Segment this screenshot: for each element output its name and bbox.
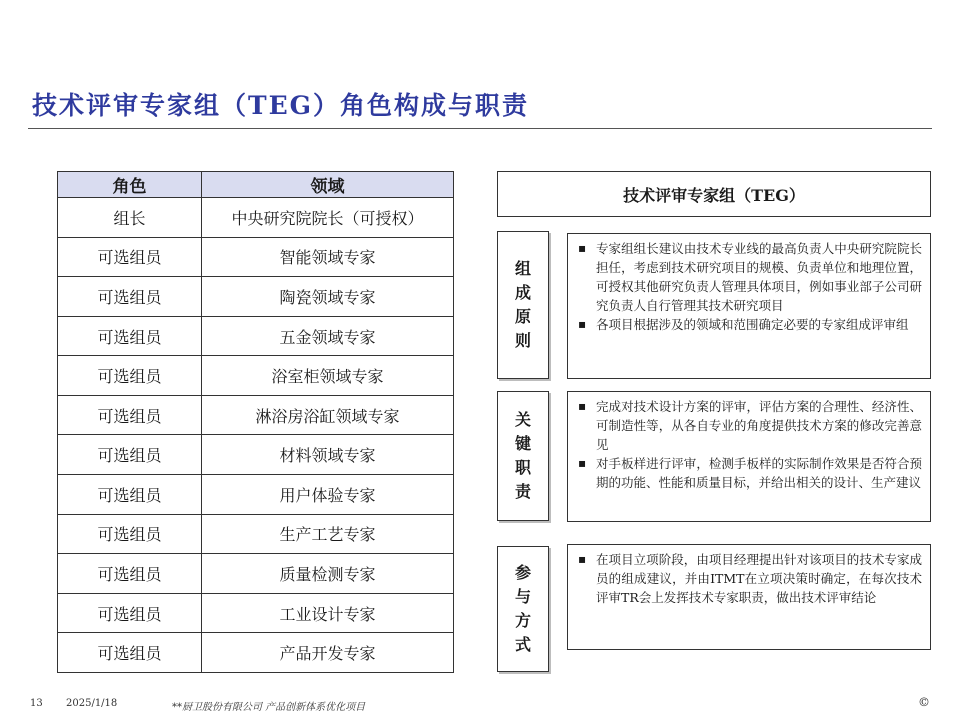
table-row [58,395,454,435]
composition-principles-label [497,231,549,379]
domain-cell: 用户体验专家 [202,475,454,515]
key-responsibilities-label [497,391,549,521]
table-row [58,435,454,475]
table-row [58,237,454,277]
domain-cell: 陶瓷领域专家 [202,277,454,317]
key-responsibilities-content [567,391,931,522]
role-cell: 可选组员 [58,514,202,554]
domain-cell: 五金领域专家 [202,316,454,356]
table-row [58,475,454,515]
role-cell: 可选组员 [58,435,202,475]
label-char: 则 [514,331,531,350]
header-role: 角色 [58,172,202,198]
bullet-item: ▪ 专家组组长建议由技术专业线的最高负责人中央研究院院长担任，考虑到技术研究项目的规模、负责单位和地理位置，可授权其他研究负责人管理具体项目，例如事业部子公司研究负责人自行管理其技术研究项目 [576,239,922,315]
table-header-row [58,172,454,198]
label-char: 参 [514,563,531,582]
label-char: 原 [514,307,531,326]
role-cell: 可选组员 [58,277,202,317]
bullet-item: ▪ 对手板样进行评审，检测手板样的实际制作效果是否符合预期的功能、性能和质量目标，并给出相关的设计、生产建议 [576,454,922,492]
participation-mode-label [497,546,549,672]
label-char: 与 [514,587,531,606]
table-row [58,593,454,633]
role-cell: 可选组员 [58,395,202,435]
domain-cell: 智能领域专家 [202,237,454,277]
domain-cell: 质量检测专家 [202,554,454,594]
label-char: 方 [514,611,531,630]
copyright-icon: © [918,695,930,709]
label-char: 成 [514,283,531,302]
domain-cell: 浴室柜领域专家 [202,356,454,396]
footer-company: **厨卫股份有限公司 产品创新体系优化项目 [172,702,366,713]
role-cell: 可选组员 [58,593,202,633]
participation-mode-content [567,544,931,650]
table-row [58,198,454,238]
role-cell: 可选组员 [58,356,202,396]
domain-cell: 材料领域专家 [202,435,454,475]
page-number: 13 [30,698,43,709]
title-divider [28,128,932,129]
role-cell: 组长 [58,198,202,238]
role-cell: 可选组员 [58,554,202,594]
table-row [58,514,454,554]
table-row [58,633,454,673]
label-char: 职 [514,458,531,477]
label-char: 组 [514,259,531,278]
domain-cell: 中央研究院院长（可授权） [202,198,454,238]
bullet-item: ▪ 各项目根据涉及的领域和范围确定必要的专家组成评审组 [576,315,922,334]
domain-cell: 淋浴房浴缸领域专家 [202,395,454,435]
table-row [58,316,454,356]
table-row [58,554,454,594]
domain-cell: 工业设计专家 [202,593,454,633]
label-char: 键 [514,434,531,453]
role-cell: 可选组员 [58,633,202,673]
footer-date: 2025/1/18 [66,698,118,709]
page-title: 技术评审专家组（TEG）角色构成与职责 [32,91,530,120]
composition-principles-content [567,233,931,379]
header-domain: 领域 [202,172,454,198]
table-row [58,356,454,396]
domain-cell: 生产工艺专家 [202,514,454,554]
label-char: 关 [514,410,531,429]
table-row [58,277,454,317]
bullet-item: ▪ 在项目立项阶段，由项目经理提出针对该项目的技术专家成员的组成建议，并由ITMT在立项决策时确定，在每次技术评审TR会上发挥技术专家职责，做出技术评审结论 [576,550,922,607]
label-char: 责 [514,482,531,501]
label-char: 式 [514,635,531,654]
role-cell: 可选组员 [58,475,202,515]
domain-cell: 产品开发专家 [202,633,454,673]
bullet-item: ▪ 完成对技术设计方案的评审，评估方案的合理性、经济性、可制造性等，从各自专业的角度提供技术方案的修改完善意见 [576,397,922,454]
role-cell: 可选组员 [58,237,202,277]
teg-panel-title: 技术评审专家组（TEG） [497,171,931,217]
roles-table [57,171,454,673]
role-cell: 可选组员 [58,316,202,356]
